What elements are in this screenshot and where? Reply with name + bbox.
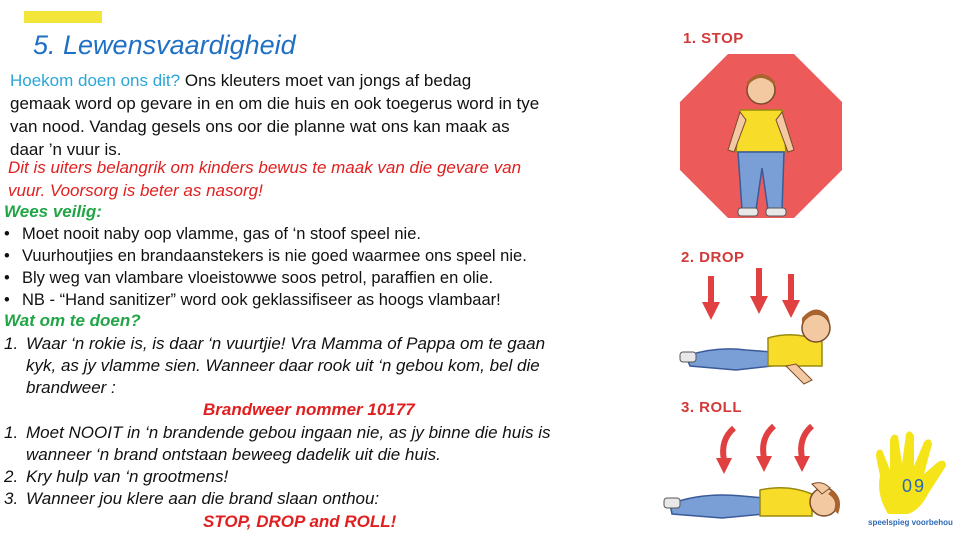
todo-item-1-line-2: kyk, as jy vlamme sien. Wanneer daar rook uit ‘n gebou kom, bel die: [26, 356, 540, 375]
intro-question: Hoekom doen ons dit?: [10, 71, 181, 90]
intro-line-3: van nood. Vandag gesels ons oor die planne wat ons kan maak as: [10, 117, 510, 136]
logo-tagline: speelspieg voorbehou: [868, 518, 953, 527]
intro-line-1-rest: Ons kleuters moet van jongs af bedag: [184, 71, 472, 90]
warning-line-1: Dit is uiters belangrik om kinders bewus te maak van die gevare van: [8, 158, 522, 177]
todo-item-2-line-1: 1. Moet NOOIT in ‘n brandende gebou ingaan nie, as jy binne die huis is: [4, 423, 551, 442]
safety-heading: Wees veilig:: [4, 202, 102, 221]
step-drop-label: 2. DROP: [681, 249, 745, 266]
safety-item: • NB - “Hand sanitizer” word ook geklassifiseer as hoogs vlambaar!: [4, 291, 501, 309]
todo-heading: Wat om te doen?: [4, 311, 141, 330]
todo-item-3: 2. Kry hulp van ‘n grootmens!: [4, 467, 229, 486]
safety-item: • Vuurhoutjies en brandaanstekers is nie goed waarmee ons speel nie.: [4, 247, 527, 265]
page-title: 5. Lewensvaardigheid: [33, 30, 296, 60]
drop-illustration: [676, 266, 851, 391]
todo-item-2-line-2: wanneer ‘n brand ontstaan beweeg dadelik uit die huis.: [26, 445, 441, 464]
todo-item-4: 3. Wanneer jou klere aan die brand slaan onthou:: [4, 489, 380, 508]
roll-illustration: [662, 414, 862, 530]
hand-icon: [876, 431, 946, 514]
crouching-child-icon: [680, 309, 830, 384]
todo-item-1-line-1: 1. Waar ‘n rokie is, is daar ‘n vuurtjie! Vra Mamma of Pappa om te gaan: [4, 334, 546, 353]
down-arrows-icon: [702, 268, 800, 320]
step-stop-label: 1. STOP: [683, 30, 744, 47]
safety-item: • Moet nooit naby oop vlamme, gas of ‘n stoof speel nie.: [4, 225, 421, 243]
rolling-child-icon: [664, 483, 840, 518]
fire-number: Brandweer nommer 10177: [203, 400, 415, 419]
curved-arrows-icon: [723, 426, 812, 460]
warning-line-2: vuur. Voorsorg is beter as nasorg!: [8, 181, 263, 200]
todo-item-1-line-3: brandweer :: [26, 378, 116, 397]
intro-line-1: [10, 70, 471, 92]
intro-line-2: gemaak word op gevare in en om die huis en ook toegerus word in tye: [10, 94, 540, 113]
logo-number: 09: [902, 476, 927, 496]
hand-logo: [868, 430, 958, 518]
intro-line-4: daar ’n vuur is.: [10, 140, 122, 159]
accent-bar: [24, 11, 102, 23]
stop-sign-illustration: [676, 52, 846, 222]
safety-item: • Bly weg van vlambare vloeistowwe soos petrol, paraffien en olie.: [4, 269, 494, 287]
step-roll-label: 3. ROLL: [681, 399, 743, 416]
stop-drop-roll-slogan: STOP, DROP and ROLL!: [203, 512, 397, 531]
